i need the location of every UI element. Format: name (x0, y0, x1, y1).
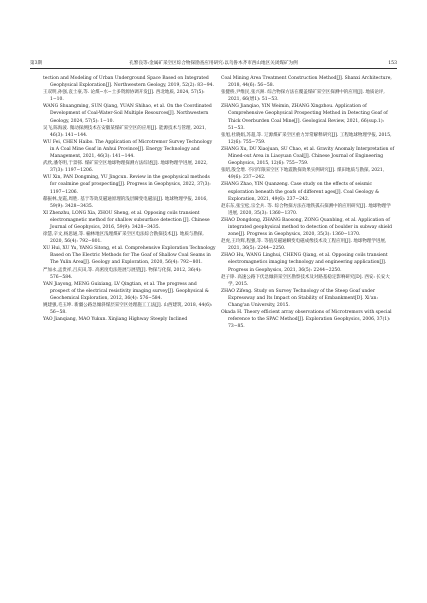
reference-entry: YAO Jianqiang, MAO Yukun. Xinjiang Highway Steeply Inclined (43, 317, 188, 323)
reference-entry: ZHAO Hu, WANG Linghui, CHENG Qiang, et al. Opposing coils transient electromagnetics imaging technology and engineering application[J]. Progress in Geophysics, 2021, 36(5): 2244−2250. (221, 253, 388, 273)
reference-entry: ZHANG Jianqiao, YIN Weimin, ZHANG Xingzhou. Application of Comprehensive Geophysical Prospecting Method in Detecting Goaf of Thick Overburden Coal Mine[J]. Geological Review, 2021, 66(sup.1): 51−53. (221, 104, 388, 131)
reference-entry: ZHANG Zhao, YIN Quanzeng. Case study on the effects of seismic exploration beneath the goafs of different ages[J]. Coal Geology & Exploration, 2021, 49(6): 237−242. (221, 182, 380, 202)
reference-entry: 张昭,殷全增. 不同年限采空区下地震勘探效果实例研究[J]. 煤田地质与勘探, 2021, 49(6): 237−242. (221, 168, 385, 181)
reference-entry: 王双明,孙强,袁士豪,等. 论煤−水−土多资源协调开发[J]. 西北地质, 2024, 57(5): 1−10. (43, 90, 205, 103)
reference-entry: tection and Modeling of Urban Underground Space Based on Integrated Geophysical Exploration[J]. Northwestern Geology, 2019, 52(2): 83−94. (43, 76, 214, 89)
reference-entry: WU Fei, CHEN Haibo. The Application of Microtremor Survey Technology in A Coal Mine Goaf in Anhui Province[J]. Energy Technology and Management, 2021, 46(3): 141−144. (43, 139, 213, 160)
reference-entry: 郗振林,龙霞,周胜. 基于等效反磁通原理的浅层瞬变电磁法[J]. 地球物理学报, 2016, 59(9): 3428−3435. (43, 196, 208, 209)
issue-number: 第3期 (30, 61, 43, 66)
reference-entry: 姚建强,毛玉坤. 新疆公路急倾斜煤层采空区处理施工工法[J]. 山西建筑, 2018, 44(6): 56−58. (43, 303, 213, 316)
reference-entry: 赵虎,王玲辉,程强,等. 等值反磁通瞬变电磁成像技术及工程应用[J]. 地球物理学进展, 2021, 36(5): 2244−2250. (221, 239, 387, 252)
running-header (30, 59, 397, 69)
reference-entry: WANG Shuangming, SUN Qiang, YUAN Shihao, et al. On the Coordinated Development of Coal-Water-Soil Multiple Resources[J]. Northwestern Geology, 2024, 57(5): 1−10. (43, 104, 212, 124)
reference-entry: XI Zhenzhu, LONG Xia, ZHOU Sheng, et al. Opposing coils transient electromagnetic method for shallow subsurface detection [J]. Chinese Journal of Geophysics, 2016, 59(9): 3428−3435. (43, 210, 210, 230)
references-right-column (221, 75, 395, 575)
reference-entry: ZHAO Dongdong, ZHANG Baosong, ZONG Quanbing, et al. Application of integrated geophysical method to detection of boulder in subway shield zone[J]. Progress in Geophysics, 2020, 35(3): 1360−1370. (221, 217, 392, 238)
reference-entry: 张旭,杜晓娟,苏超,等. 辽源煤矿采空区重力异常解释研究[J]. 工程地球物理学报, 2015, 12(6): 755−759. (221, 132, 392, 145)
page-number: 153 (388, 61, 397, 66)
reference-entry: 吴飞,陈海波. 微动探测技术在安徽某煤矿采空区的应用[J]. 能源技术与管理, 2021, 46(3): 141−144. (43, 125, 207, 138)
reference-entry: XU Hui, XU Yu, YANG Sitong, et al. Comprehensive Exploration Technology Based on The Electric Methods for The Goaf of Shallow Coal Seams in The Yulin Area[J]. Geology and Exploration, 2020, 56(4): 792−801. (43, 246, 216, 266)
reference-entry: 赵东东,张宝松,宗全兵. 等. 综合物探方法在地铁孤石探测中的应用研究[J]. 地球物理学进展, 2020, 35(3): 1360−1370. (221, 203, 391, 216)
reference-entry: ZHAO Zifeng. Study on Survey Technology of the Steep Goaf under Expressway and Its Impact on Stability of Embankment[D]. Xi'an: Chang'an University, 2015. (221, 288, 378, 308)
reference-entry: ZHANG Xu, DU Xiaojuan, SU Chao, et al. Gravity Anomaly Interpretation of Mined-out Area in Liaoyuan Coal[J]. Chinese Journal of Engineering Geophysics, 2015, 12(6): 755−759. (221, 146, 395, 167)
reference-entry: WU Xin, PAN Dongming, YU Jingcun. Review in the geophysical methods for coalmine goaf prospecting[J]. Progress in Geophysics, 2022, 37(3): 1197−1206. (43, 175, 211, 195)
reference-entry: 徐慧,辛文,杨思通,等. 榆林地区浅埋煤矿采空区电法综合勘探技术[J]. 地质与勘探, 2020, 56(4): 792−801. (43, 232, 204, 245)
references-left-column (43, 75, 217, 575)
reference-entry: Coal Mining Area Treatment Construction Method[J]. Shanxi Architecture, 2018, 44(6): 56−58. (221, 76, 392, 89)
reference-entry: YAN Jiayong, MENG Guixiang, LV Qingtian, et al. The progress and prospect of the electrical resistivity imaging survey[J]. Geophysical & Geochemical Exploration, 2012, 36(4): 576−584. (43, 281, 209, 301)
reference-entry: 张健桥,尹维民,张兴洲. 综合物探方法在覆盖煤矿采空区探测中的应用[J]. 地质论评, 2021, 66(增1): 51−53. (221, 90, 385, 103)
running-title: 孔繁良等:金属矿采空区综合物探勘查应用研究:以乌鲁木齐市西山地区关闭煤矿为例 (129, 61, 298, 66)
reference-entry: Okada H. Theory efficient array observations of Microtremors with special reference to the SPAC Method[J]. Exploration Geophysics, 2006, 37(1): 73−85. (221, 310, 392, 330)
reference-entry: 武欣,潘冬明,于景邨. 煤矿采空区地球物理探测方法综述[J]. 地球物理学进展, 2022, 37(3): 1197−1206. (43, 161, 208, 174)
reference-entry: 严加永,孟贵祥,吕庆田,等. 高密度电法进展与展望[J]. 物探与化探, 2012, 36(4): 576−584. (43, 267, 202, 280)
reference-entry: 赵子铮. 高速公路下伏急倾斜采空区勘察技术及对路基稳定影响研究[D]. 西安: 长安大学, 2015. (221, 274, 390, 287)
